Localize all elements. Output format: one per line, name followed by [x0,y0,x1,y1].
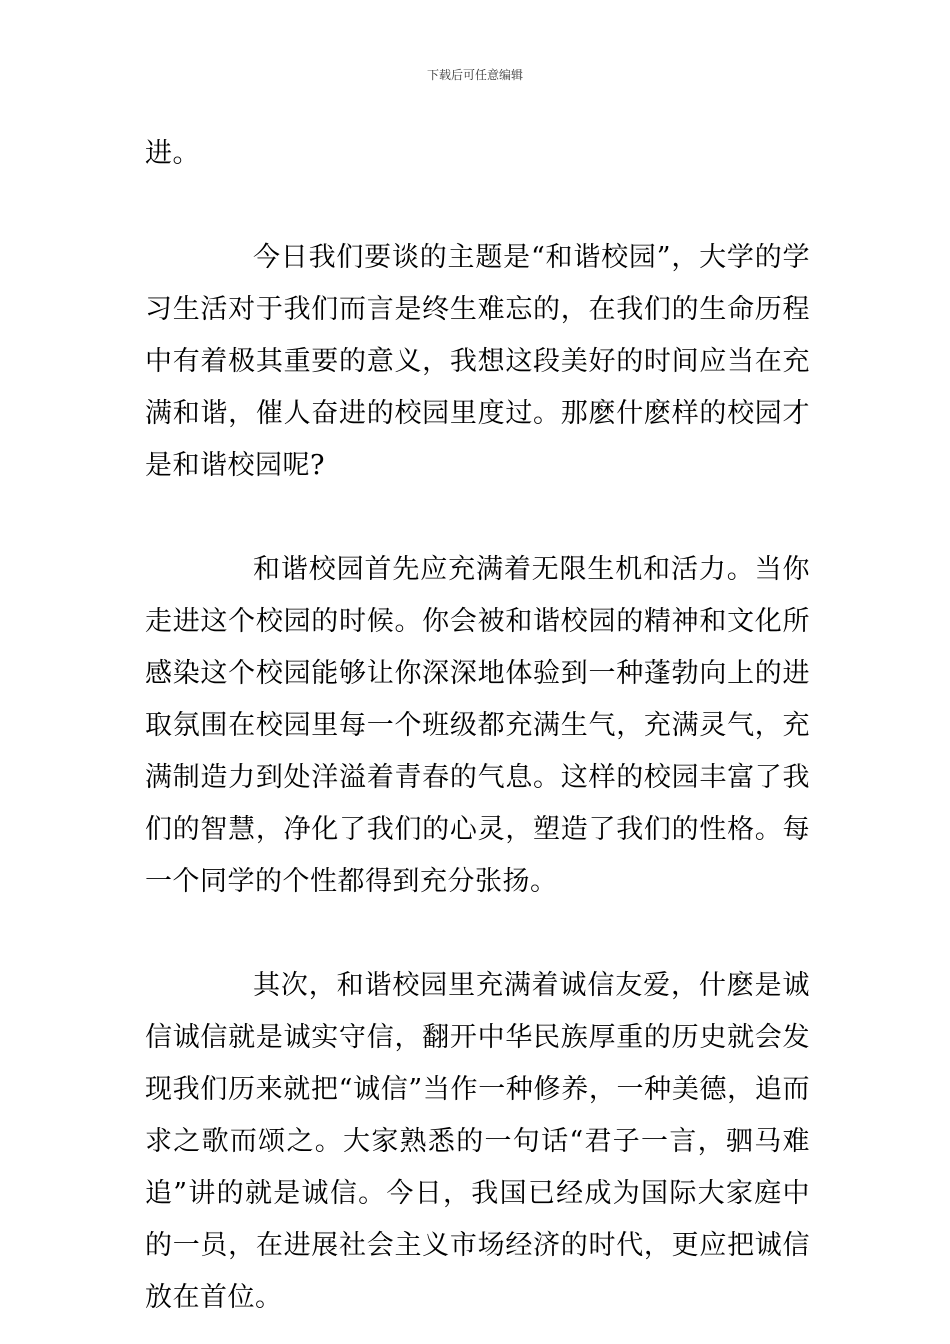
paragraph-spacer [145,180,810,232]
document-body [145,128,810,1324]
paragraph-spacer [145,492,810,544]
page-header: 下载后可任意编辑 [426,68,523,82]
paragraph-vitality: 和谐校园首先应充满着无限生机和活力。当你走进这个校园的时候。你会被和谐校园的精神和文化所感染这个校园能够让你深深地体验到一种蓬勃向上的进取氛围在校园里每一个班级都充满生气，充满灵气，充满制造力到处洋溢着青春的气息。这样的校园丰富了我们的智慧，净化了我们的心灵，塑造了我们的性格。每一个同学的个性都得到充分张扬。 [145,554,810,897]
paragraph-continuation: 进。 [145,138,200,169]
paragraph-harmonious-campus-theme: 今日我们要谈的主题是“和谐校园”，大学的学习生活对于我们而言是终生难忘的，在我们的生命历程中有着极其重要的意义，我想这段美好的时间应当在充满和谐，催人奋进的校园里度过。那麽什麽样的校园才是和谐校园呢? [145,242,810,481]
paragraph-spacer [145,908,810,960]
paragraph-integrity: 其次，和谐校园里充满着诚信友爱，什麽是诚信诚信就是诚实守信，翻开中华民族厚重的历史就会发现我们历来就把“诚信”当作一种修养，一种美德，追而求之歌而颂之。大家熟悉的一句话“君子一言，驷马难追”讲的就是诚信。今日，我国已经成为国际大家庭中的一员，在进展社会主义市场经济的时代，更应把诚信放在首位。 [145,970,810,1313]
